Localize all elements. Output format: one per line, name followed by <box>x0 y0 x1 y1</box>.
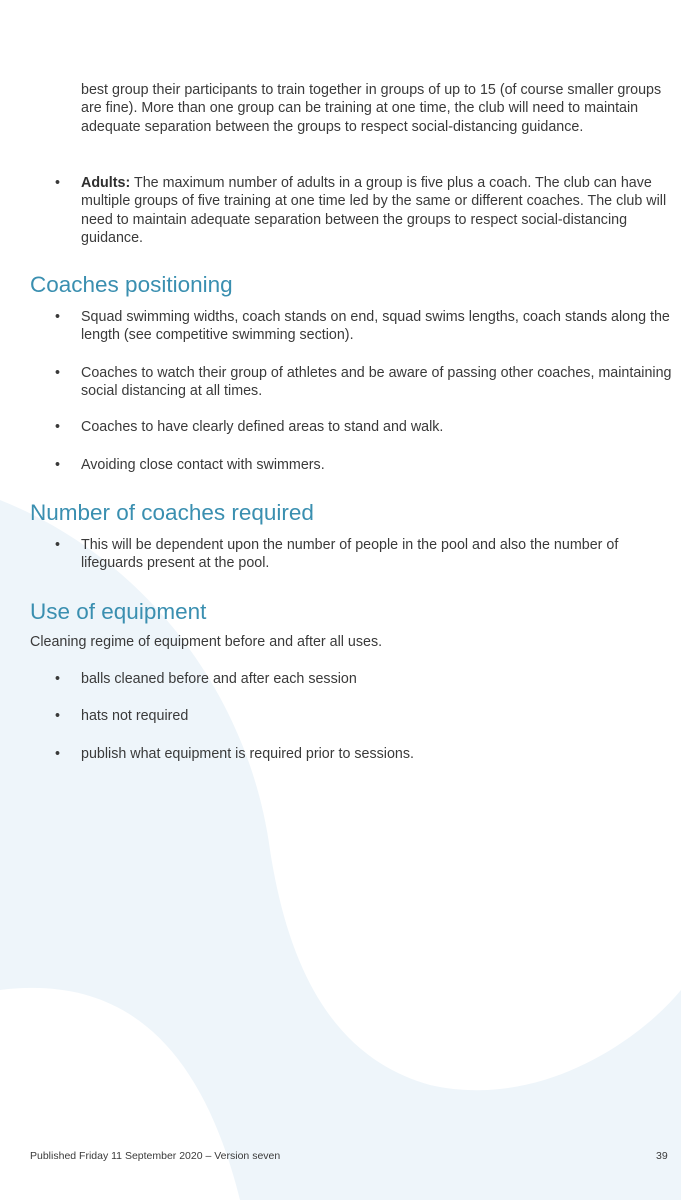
equipment-intro-text: Cleaning regime of equipment before and after all uses. <box>30 634 383 650</box>
footer-published-text: Published Friday 11 September 2020 – Version seven <box>30 1150 281 1162</box>
list-item-text: Coaches to have clearly defined areas to stand and walk. <box>81 419 444 435</box>
page-number: 39 <box>656 1150 668 1162</box>
intro-continuation-text: best group their participants to train together in groups of up to 15 (of course smaller groups are fine). More than one group can be training at one time, the club will need to maintain adequate separation between the groups to respect social-distancing guidance. <box>81 82 662 135</box>
adults-bullet-text <box>81 174 675 248</box>
list-item-text: Coaches to watch their group of athletes and be aware of passing other coaches, maintaining social distancing at all times. <box>81 365 672 400</box>
bullet-marker: • <box>55 537 61 553</box>
list-item-text: publish what equipment is required prior to sessions. <box>81 746 414 762</box>
bullet-marker: • <box>55 746 61 762</box>
bullet-marker: • <box>55 457 61 473</box>
list-item-text: hats not required <box>81 708 189 724</box>
list-item-text: balls cleaned before and after each session <box>81 671 357 687</box>
adults-description: The maximum number of adults in a group is five plus a coach. The club can have multiple groups of five training at one time led by the same or different coaches. The club will need to maintain adequate separation between the groups to respect social-distancing guidance. <box>81 175 667 247</box>
list-item-text: This will be dependent upon the number of people in the pool and also the number of lifeguards present at the pool. <box>81 537 619 572</box>
use-of-equipment-heading: Use of equipment <box>30 599 207 624</box>
coaches-positioning-heading: Coaches positioning <box>30 272 233 297</box>
bullet-marker: • <box>55 419 61 435</box>
list-item-text: Squad swimming widths, coach stands on end, squad swims lengths, coach stands along the length (see competitive swimming section). <box>81 309 670 344</box>
bullet-marker: • <box>55 708 61 724</box>
bullet-marker: • <box>55 671 61 687</box>
bullet-marker: • <box>55 365 61 381</box>
list-item-text: Avoiding close contact with swimmers. <box>81 457 325 473</box>
adults-label: Adults: <box>81 175 131 191</box>
bullet-marker: • <box>55 175 61 191</box>
bullet-marker: • <box>55 309 61 325</box>
number-of-coaches-heading: Number of coaches required <box>30 500 314 525</box>
